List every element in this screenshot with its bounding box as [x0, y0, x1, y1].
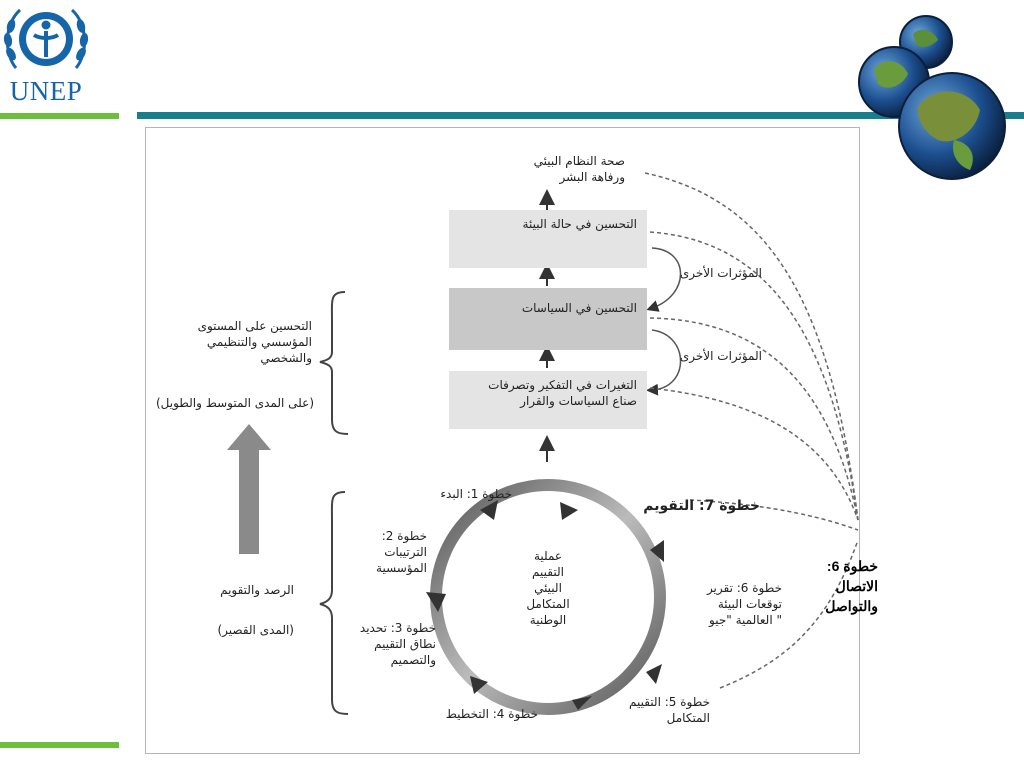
- center-line-4: المتكامل: [526, 597, 570, 611]
- left-upper-line-1: التحسين على المستوى: [197, 319, 312, 333]
- left-lower-term: (المدى القصير): [217, 623, 294, 637]
- other-influences-1: المؤثرات الأخرى: [679, 266, 762, 280]
- cycle-center-text: [500, 548, 596, 628]
- left-upper-line-3: والشخصي: [260, 351, 312, 365]
- step-4: خطوة 4: التخطيط: [445, 707, 538, 721]
- center-line-2: التقييم: [532, 565, 564, 579]
- other-influences-2: المؤثرات الأخرى: [679, 349, 762, 363]
- step-2-line-2: الترتيبات: [384, 545, 427, 559]
- box-environment: [449, 210, 647, 268]
- step-1: خطوة 1: البدء: [440, 487, 512, 501]
- step-3: [332, 620, 436, 668]
- side-label-communication: [800, 556, 878, 616]
- step-6: [672, 580, 782, 628]
- step-6-line-2: توقعات البيئة: [717, 597, 782, 611]
- step-2-line-1: خطوة 2:: [381, 529, 427, 543]
- box-changes-line-1: التغيرات في التفكير وتصرفات: [488, 378, 637, 392]
- step-3-line-3: والتصميم: [390, 653, 436, 667]
- side-label-line-3: والتواصل: [825, 598, 878, 614]
- step-5: [600, 694, 710, 726]
- step-7: خطوة 7: التقويم: [643, 498, 760, 514]
- step-5-line-2: المتكامل: [666, 711, 710, 725]
- step-6-line-3: " العالمية "جيو: [709, 613, 782, 627]
- left-lower-text: الرصد والتقويم: [220, 583, 294, 597]
- box-changes-line-2: صناع السياسات والقرار: [520, 394, 637, 408]
- step-2: [345, 528, 427, 576]
- top-text-line-2: ورفاهة البشر: [559, 170, 625, 184]
- side-label-line-2: الاتصال: [835, 578, 878, 594]
- box-changes: [449, 371, 647, 429]
- step-3-line-2: نطاق التقييم: [374, 637, 436, 651]
- left-upper-line-2: المؤسسي والتنظيمي: [206, 335, 312, 349]
- side-label-line-1: خطوة 6:: [826, 558, 878, 574]
- left-upper-term: (على المدى المتوسط والطويل): [155, 396, 314, 410]
- step-3-line-1: خطوة 3: تحديد: [359, 621, 436, 635]
- step-5-line-1: خطوة 5: التقييم: [629, 695, 710, 709]
- step-6-line-1: خطوة 6: تقرير: [706, 581, 782, 595]
- center-line-1: عملية: [533, 549, 563, 563]
- box-environment-text: التحسين في حالة البيئة: [522, 217, 637, 231]
- box-policies-text: التحسين في السياسات: [521, 301, 637, 315]
- left-upper-text: [150, 318, 312, 366]
- box-policies: [449, 288, 647, 350]
- unep-logo-text: UNEP: [9, 76, 83, 106]
- center-line-3: البيئي: [534, 581, 562, 595]
- top-text: [470, 153, 625, 185]
- center-line-5: الوطنية: [529, 613, 567, 627]
- top-text-line-1: صحة النظام البيئي: [533, 154, 625, 168]
- step-2-line-3: المؤسسية: [376, 561, 427, 575]
